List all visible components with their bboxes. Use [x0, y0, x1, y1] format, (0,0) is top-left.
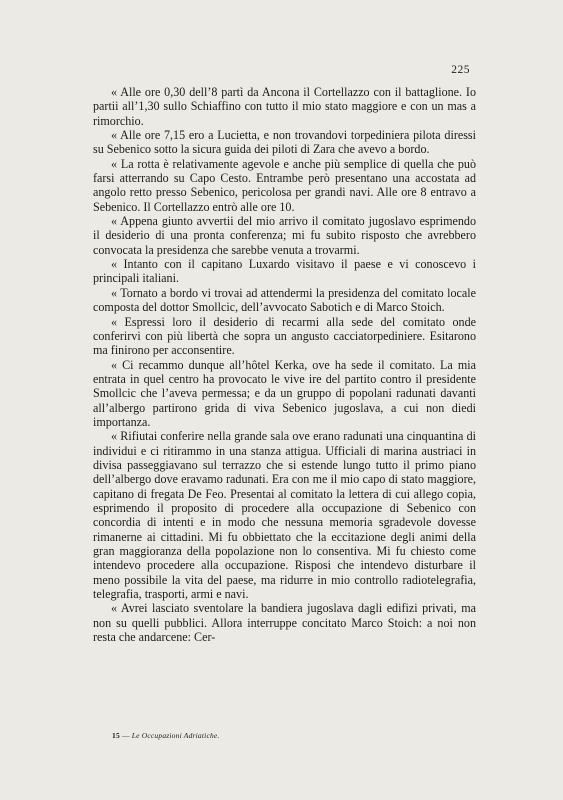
signature-dash: — — [121, 731, 130, 740]
paragraph: « Appena giunto avvertii del mio arrivo il comitato jugoslavo esprimendo il desiderio di una pronta conferenza; mi fu subito risposto che avrebbero convocata la presidenza che sarebbe venuta a trovarmi. — [93, 214, 476, 257]
paragraph: « Avrei lasciato sventolare la bandiera jugoslava dagli edifizi privati, ma non su quelli pubblici. Allora interruppe concitato Marco Stoich: a noi non resta che andarcene: Cer- — [93, 601, 476, 645]
page-number: 225 — [451, 64, 470, 76]
body-text — [93, 85, 476, 644]
paragraph: « Rifiutai conferire nella grande sala ove erano radunati una cinquantina di individui e ci ritirammo in una stanza attigua. Ufficiali di marina austriaci in divisa passeggiavano sul terrazzo che si estende lungo tutto il primo piano dell’albergo dove eravamo radunati. Era con me il mio capo di stato maggiore, capitano di fregata De Feo. Presentai al comitato la lettera di cui allego copia, esprimendo il proposito di procedere alla occupazione di Sebenico con concordia di intenti e in modo che nessuna memoria sgradevole dovesse rimanerne ai cittadini. Mi fu obbiettato che la eccitazione degli animi della gran maggioranza della popolazione non lo consentiva. Mi fu chiesto come intendevo procedere alla occupazione. Risposi che intendevo disturbare il meno possibile la vita del paese, ma ridurre in mio controllo radiotelegrafia, telegrafia, trasporti, armi e navi. — [93, 429, 476, 602]
paragraph: « La rotta è relativamente agevole e anche più semplice di quella che può farsi atterrando su Capo Cesto. Entrambe però presentano una accostata ad angolo retto presso Sebenico, pericolosa per grandi navi. Alle ore 8 entravo a Sebenico. Il Cortellazzo entrò alle ore 10. — [93, 156, 476, 214]
paragraph: « Ci recammo dunque all’hôtel Kerka, ove ha sede il comitato. La mia entrata in quel centro ha provocato le vive ire del partito contro il presidente Smollcic che l’aveva permessa; e da un gruppo di popolani radunati davanti all’albergo partirono grida di viva Sebenico jugoslava, a cui non diedi importanza. — [93, 357, 476, 429]
signature-number: 15 — [112, 731, 120, 740]
paragraph: « Alle ore 0,30 dell’8 partì da Ancona il Cortellazzo con il battaglione. Io partii all’1,30 sullo Schiaffino con tutto il mio stato maggiore e con un mas a rimorchio. — [93, 85, 476, 128]
paragraph: « Intanto con il capitano Luxardo visitavo il paese e vi conoscevo i principali italiani. — [93, 257, 476, 286]
signature-title: Le Occupazioni Adriatiche. — [131, 731, 220, 740]
paragraph: « Alle ore 7,15 ero a Lucietta, e non trovandovi torpediniera pilota diressi su Sebenico sotto la sicura guida dei piloti di Zara che avevo a bordo. — [93, 128, 476, 157]
paragraph: « Espressi loro il desiderio di recarmi alla sede del comitato onde conferirvi con più libertà che sopra un angusto cacciatorpediniere. Esitarono ma finirono per acconsentire. — [93, 314, 476, 358]
printer-signature — [112, 731, 220, 740]
paragraph: « Tornato a bordo vi trovai ad attendermi la presidenza del comitato locale composta del dottor Smollcic, dell’avvocato Sabotich e di Marco Stoich. — [93, 285, 476, 315]
